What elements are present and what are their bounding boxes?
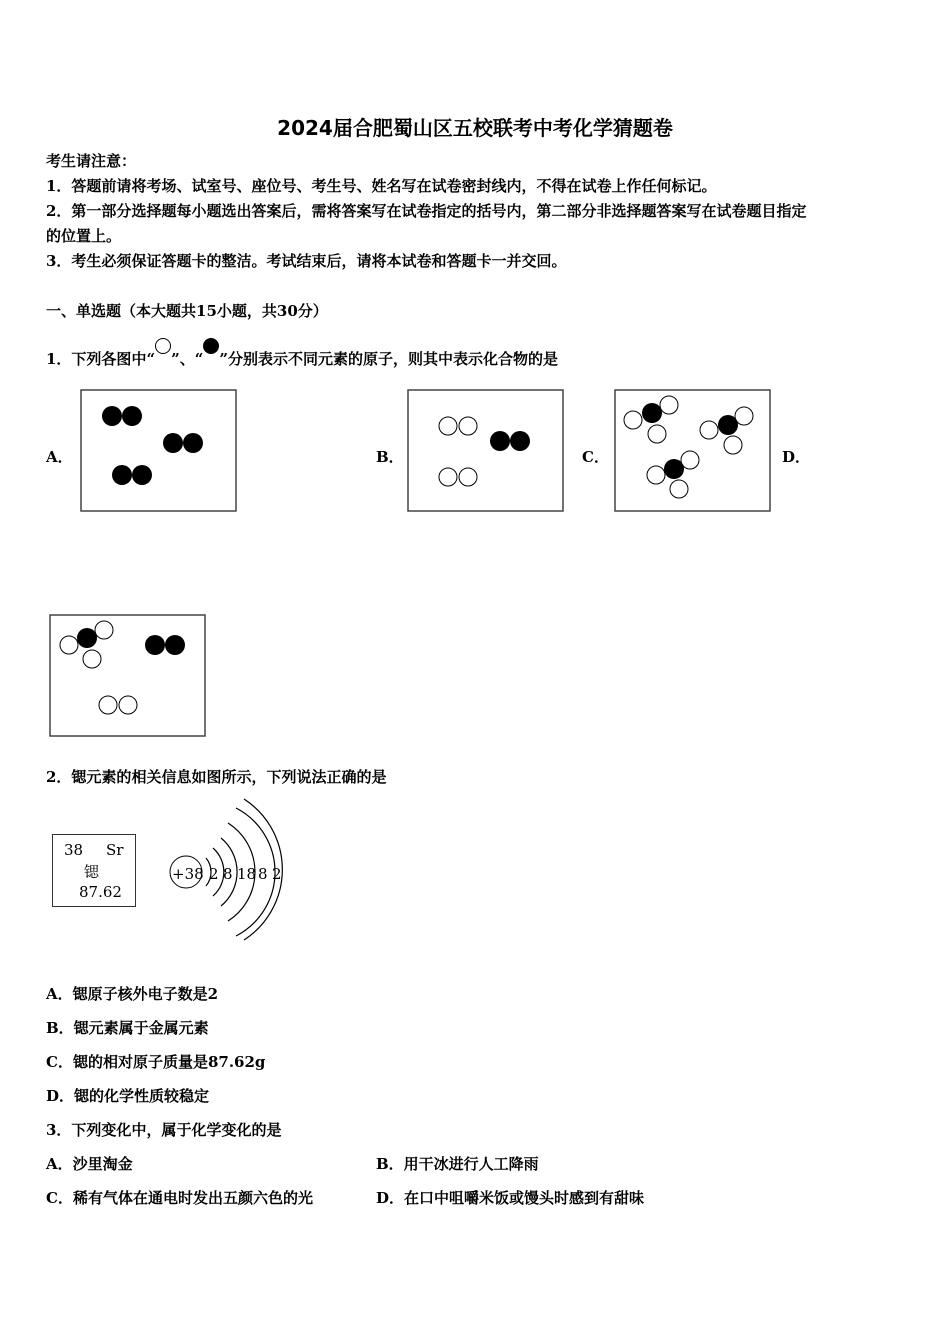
stem-part: ”、“ bbox=[171, 350, 204, 368]
question-1-stem bbox=[46, 338, 558, 369]
diagram-c bbox=[614, 389, 772, 513]
nucleus-charge: +38 bbox=[172, 865, 204, 883]
q2-option-a[interactable]: A．锶原子核外电子数是2 bbox=[46, 985, 219, 1003]
stem-part: 1．下列各图中“ bbox=[46, 350, 156, 368]
atomic-number: 38 bbox=[64, 841, 84, 859]
black-atom-icon bbox=[203, 338, 219, 354]
q2-option-c[interactable]: C．锶的相对原子质量是87.62g bbox=[46, 1053, 266, 1071]
notice-item: 1．答题前请将考场、试室号、座位号、考生号、姓名写在试卷密封线内，不得在试卷上作任何标记。 bbox=[46, 177, 717, 195]
page-title: 2024届合肥蜀山区五校联考中考化学猜题卷 bbox=[277, 116, 673, 140]
option-label-a: A． bbox=[46, 448, 73, 466]
q2-option-d[interactable]: D．锶的化学性质较稳定 bbox=[46, 1087, 210, 1105]
notice-heading: 考生请注意： bbox=[46, 152, 137, 170]
element-card bbox=[52, 834, 136, 907]
atomic-mass: 87.62 bbox=[79, 883, 122, 901]
shell-count: 8 bbox=[258, 865, 268, 883]
shell-count: 8 bbox=[223, 865, 233, 883]
option-label-b: B． bbox=[376, 448, 404, 466]
diagram-b bbox=[407, 389, 565, 513]
notice-item: 的位置上。 bbox=[46, 227, 122, 245]
diagram-d bbox=[49, 614, 207, 738]
question-2-stem: 2．锶元素的相关信息如图所示，下列说法正确的是 bbox=[46, 768, 387, 786]
element-symbol: Sr bbox=[106, 841, 124, 859]
option-label-c: C． bbox=[582, 448, 609, 466]
shell-count: 2 bbox=[209, 865, 219, 883]
q2-option-b[interactable]: B．锶元素属于金属元素 bbox=[46, 1019, 209, 1037]
notice-item: 3．考生必须保证答题卡的整洁。考试结束后，请将本试卷和答题卡一并交回。 bbox=[46, 252, 567, 270]
element-name: 锶 bbox=[84, 863, 100, 881]
shell-count: 18 bbox=[237, 865, 257, 883]
option-label-d: D． bbox=[782, 448, 811, 466]
q3-option-b[interactable]: B．用干冰进行人工降雨 bbox=[376, 1155, 539, 1173]
notice-item: 2．第一部分选择题每小题选出答案后，需将答案写在试卷指定的括号内，第二部分非选择题答案写在试卷题目指定 bbox=[46, 202, 807, 220]
stem-part: ”分别表示不同元素的原子，则其中表示化合物的是 bbox=[219, 350, 558, 368]
q3-option-c[interactable]: C．稀有气体在通电时发出五颜六色的光 bbox=[46, 1189, 313, 1207]
section-heading: 一、单选题（本大题共15小题，共30分） bbox=[46, 302, 328, 320]
diagram-a bbox=[80, 389, 238, 513]
shell-count: 2 bbox=[272, 865, 282, 883]
q3-option-a[interactable]: A．沙里淘金 bbox=[46, 1155, 133, 1173]
question-3-stem: 3．下列变化中，属于化学变化的是 bbox=[46, 1121, 282, 1139]
white-atom-icon bbox=[155, 338, 171, 354]
q3-option-d[interactable]: D．在口中咀嚼米饭或馒头时感到有甜味 bbox=[376, 1189, 645, 1207]
